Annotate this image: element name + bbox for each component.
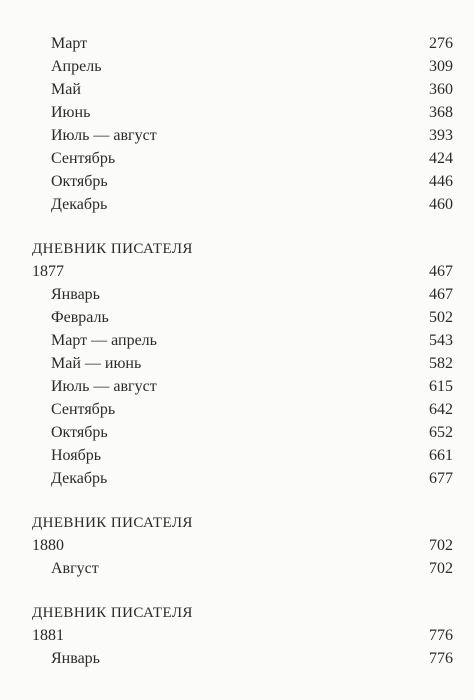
entry-label: Декабрь [51, 196, 108, 213]
toc-entry [0, 307, 474, 329]
entry-label: Май [51, 81, 81, 98]
toc-entry [0, 33, 474, 55]
entry-page: 642 [429, 401, 453, 418]
entry-page: 368 [429, 104, 453, 121]
entry-label: Май — июнь [51, 355, 142, 372]
entry-page: 502 [429, 309, 453, 326]
toc-entry [0, 330, 474, 352]
toc-entry [0, 648, 474, 670]
toc-entry [0, 399, 474, 421]
toc-entry [0, 558, 474, 580]
entry-page: 424 [429, 150, 453, 167]
toc-entry [0, 194, 474, 216]
entry-page: 652 [429, 424, 453, 441]
entry-label: Апрель [51, 58, 102, 75]
entry-label: Июль — август [51, 378, 157, 395]
toc-year-entry [0, 625, 474, 647]
entry-label: Декабрь [51, 470, 108, 487]
year-label: 1877 [32, 263, 64, 280]
entry-page: 360 [429, 81, 453, 98]
entry-page: 543 [429, 332, 453, 349]
toc-entry [0, 148, 474, 170]
entry-label: Июнь [51, 104, 91, 121]
entry-page: 661 [429, 447, 453, 464]
entry-page: 446 [429, 173, 453, 190]
entry-page: 702 [429, 560, 453, 577]
year-label: 1881 [32, 627, 64, 644]
entry-page: 615 [429, 378, 453, 395]
toc-entry [0, 79, 474, 101]
entry-page: 677 [429, 470, 453, 487]
entry-page: 776 [429, 650, 453, 667]
toc-entry [0, 125, 474, 147]
entry-label: Сентябрь [51, 150, 116, 167]
toc-year-entry [0, 535, 474, 557]
toc-entry [0, 284, 474, 306]
entry-page: 309 [429, 58, 453, 75]
toc-entry [0, 56, 474, 78]
entry-label: Март [51, 35, 88, 52]
section-heading: ДНЕВНИК ПИСАТЕЛЯ [32, 515, 193, 531]
entry-label: Сентябрь [51, 401, 116, 418]
year-page: 702 [429, 537, 453, 554]
entry-page: 582 [429, 355, 453, 372]
toc-year-entry [0, 261, 474, 283]
entry-label: Ноябрь [51, 447, 102, 464]
toc-entry [0, 422, 474, 444]
entry-label: Октябрь [51, 424, 108, 441]
entry-label: Февраль [51, 309, 109, 326]
entry-label: Март — апрель [51, 332, 157, 349]
toc-entry [0, 102, 474, 124]
entry-page: 393 [429, 127, 453, 144]
toc-entry [0, 353, 474, 375]
entry-label: Июль — август [51, 127, 157, 144]
toc-entry [0, 445, 474, 467]
entry-label: Август [51, 560, 99, 577]
toc-entry [0, 171, 474, 193]
entry-page: 460 [429, 196, 453, 213]
entry-label: Январь [51, 650, 100, 667]
year-label: 1880 [32, 537, 64, 554]
entry-label: Январь [51, 286, 100, 303]
section-heading: ДНЕВНИК ПИСАТЕЛЯ [32, 241, 193, 257]
toc-entry [0, 376, 474, 398]
entry-label: Октябрь [51, 173, 108, 190]
entry-page: 467 [429, 286, 453, 303]
year-page: 467 [429, 263, 453, 280]
year-page: 776 [429, 627, 453, 644]
section-heading: ДНЕВНИК ПИСАТЕЛЯ [32, 605, 193, 621]
entry-page: 276 [429, 35, 453, 52]
toc-entry [0, 468, 474, 490]
